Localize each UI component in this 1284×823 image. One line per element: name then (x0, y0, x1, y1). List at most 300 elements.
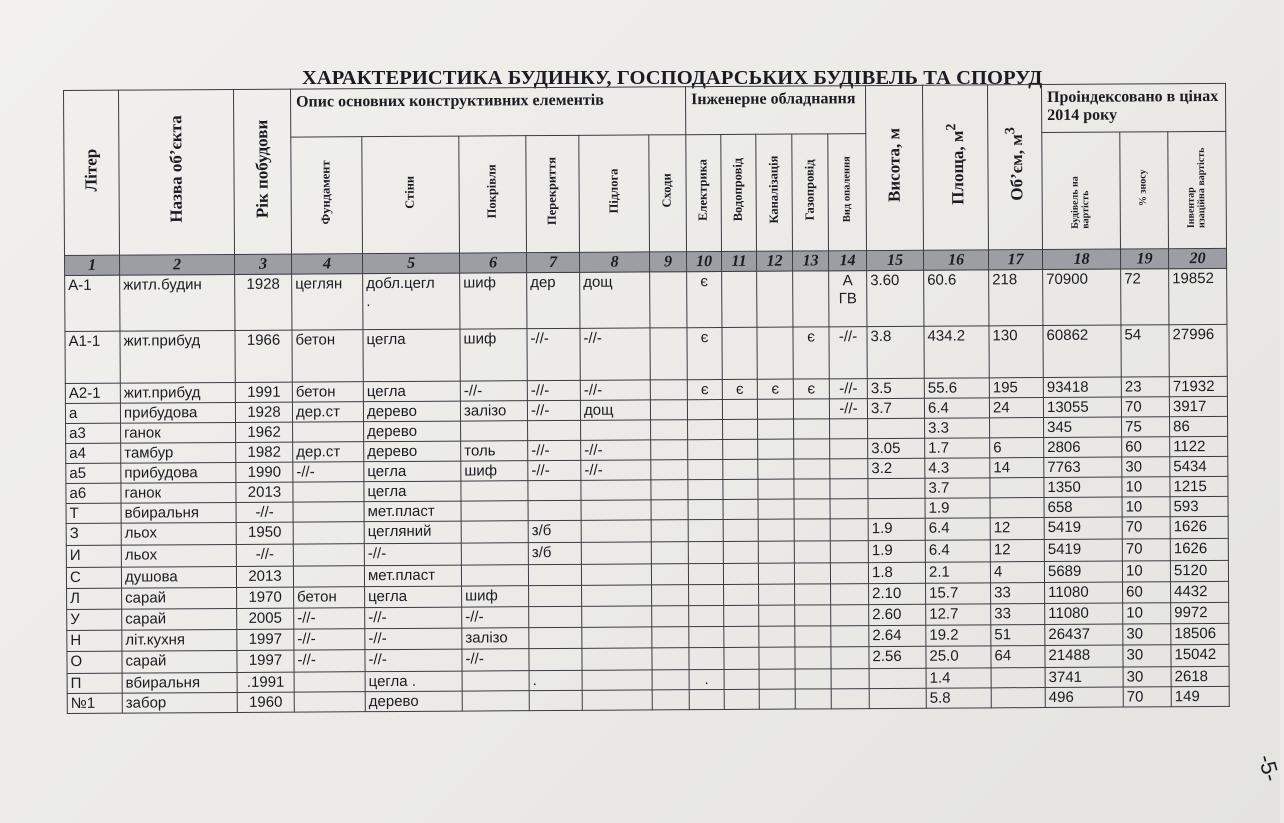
table-cell (793, 399, 829, 419)
table-cell: 30 (1123, 624, 1171, 645)
table-cell: є (687, 379, 722, 399)
table-cell (724, 669, 759, 689)
col-header-sewer: Каналізація (756, 134, 793, 251)
table-cell: а4 (66, 443, 121, 463)
table-cell: 1.4 (926, 668, 991, 688)
table-cell: -//- (462, 649, 529, 671)
table-cell: 3.7 (925, 478, 990, 498)
table-cell: цегла (364, 461, 461, 482)
table-cell (759, 605, 795, 626)
table-cell (794, 459, 830, 479)
table-cell (650, 380, 687, 400)
area-superscript: 2 (942, 123, 960, 132)
table-cell (689, 605, 724, 626)
table-cell: є (687, 271, 722, 327)
table-cell: 5419 (1044, 517, 1122, 539)
table-cell: дер.ст (292, 402, 363, 422)
table-cell: є (687, 327, 722, 379)
table-cell (758, 419, 794, 439)
table-cell (529, 585, 582, 606)
page-number: -5- (1253, 751, 1284, 785)
group-header-indexed: Проіндексовано в цінах 2014 року (1041, 83, 1225, 132)
table-cell (689, 647, 724, 669)
table-cell: 10 (1122, 477, 1170, 497)
table-cell: -//- (365, 649, 462, 672)
table-cell (794, 541, 830, 563)
table-cell: -//- (581, 460, 651, 480)
table-cell: 60862 (1043, 325, 1121, 377)
table-cell: сарай (122, 608, 237, 630)
table-cell: ганок (121, 482, 236, 503)
col-header-height: Висота, м (865, 85, 923, 250)
table-cell: 30 (1122, 457, 1170, 477)
table-cell (652, 585, 689, 606)
table-cell: -//- (364, 543, 461, 566)
table-cell: 14 (990, 458, 1044, 478)
table-cell: мет.пласт (364, 501, 461, 522)
table-cell (651, 564, 688, 585)
table-cell: жит.прибуд (120, 382, 235, 403)
table-cell: 2005 (237, 608, 294, 629)
table-cell: цегляний (364, 521, 461, 544)
table-cell: -//- (462, 607, 529, 628)
column-number: 8 (580, 252, 650, 272)
table-cell: -//- (527, 328, 580, 380)
table-cell: 2.56 (869, 646, 926, 668)
table-cell (581, 564, 651, 585)
table-cell: 12 (990, 518, 1044, 540)
table-cell: А1-1 (65, 331, 120, 383)
table-cell (759, 626, 795, 647)
table-cell: -//- (580, 380, 650, 400)
table-cell: 6.4 (924, 398, 989, 418)
table-cell: літ.кухня (122, 629, 237, 651)
table-cell: дер.ст (293, 442, 364, 462)
table-cell: добл.цегл . (363, 273, 460, 330)
table-cell: є (757, 379, 793, 399)
table-cell (581, 500, 651, 520)
table-cell: 345 (1044, 417, 1122, 437)
table-cell (651, 500, 688, 520)
table-cell: льох (121, 544, 236, 567)
table-cell (461, 481, 528, 501)
table-cell: 9972 (1171, 602, 1229, 623)
table-cell (723, 439, 758, 459)
table-cell (757, 327, 793, 379)
table-cell (869, 688, 926, 708)
table-cell (991, 668, 1045, 688)
group-header-engineering: Інженерне обладнання (685, 86, 865, 135)
table-cell: 6.4 (925, 518, 990, 540)
column-number: 3 (235, 254, 292, 274)
table-cell (794, 563, 830, 584)
table-cell (759, 669, 795, 689)
table-cell (528, 420, 581, 440)
table-cell: З (66, 523, 121, 545)
table-cell: прибудова (121, 462, 236, 483)
table-cell (688, 459, 723, 479)
table-cell: 18506 (1171, 623, 1229, 644)
table-cell (688, 419, 723, 439)
table-cell (581, 520, 651, 542)
table-cell: цегла (363, 329, 460, 382)
table-cell: льох (121, 522, 236, 545)
table-cell (793, 271, 829, 327)
table-cell (991, 688, 1045, 708)
table-cell (830, 479, 868, 499)
table-cell (688, 519, 723, 541)
table-cell: є (722, 379, 757, 399)
table-cell (758, 541, 794, 563)
table-cell: забор (122, 692, 237, 713)
table-cell: 30 (1123, 645, 1171, 667)
table-cell (723, 563, 758, 584)
table-cell (293, 502, 364, 522)
table-cell: 11080 (1045, 582, 1123, 603)
table-cell (794, 439, 830, 459)
table-cell: -//- (236, 502, 293, 522)
table-cell: дощ (580, 400, 650, 420)
table-cell: 70 (1123, 687, 1171, 707)
table-cell: 3.8 (867, 326, 924, 378)
table-cell: 5434 (1170, 456, 1228, 476)
table-cell: 3.5 (867, 378, 924, 398)
table-cell (582, 606, 652, 627)
table-cell: 71932 (1169, 376, 1227, 396)
table-cell: 4 (990, 562, 1044, 583)
table-cell (689, 626, 724, 647)
table-cell (293, 522, 364, 544)
table-cell: 1950 (236, 522, 293, 544)
col-header-volume: Об’єм, $м^3$ (987, 85, 1042, 250)
table-cell (990, 418, 1044, 438)
col-header-wear: % зносу (1120, 132, 1169, 249)
table-cell: 19.2 (926, 625, 991, 646)
table-cell: 86 (1170, 416, 1228, 436)
table-cell (758, 479, 794, 499)
table-cell (294, 692, 365, 712)
col-header-floor: Підлога (579, 135, 650, 252)
table-cell (651, 460, 688, 480)
column-number: 11 (721, 251, 756, 271)
table-cell (869, 668, 926, 688)
table-cell (650, 272, 687, 328)
table-cell: 434.2 (924, 326, 989, 378)
table-cell: О (67, 651, 122, 673)
column-number: 19 (1120, 249, 1168, 269)
table-cell: шиф (460, 329, 527, 381)
table-cell: цегла . (365, 671, 462, 692)
table-cell: 1350 (1044, 477, 1122, 497)
table-cell: жит.прибуд (120, 330, 235, 383)
table-cell: 4432 (1171, 581, 1229, 602)
table-cell (582, 690, 652, 710)
table-cell: 1626 (1170, 538, 1228, 560)
table-cell: 2.1 (925, 562, 990, 583)
table-cell (830, 439, 868, 459)
table-cell: №1 (67, 693, 122, 713)
table-cell: 70 (1122, 517, 1170, 539)
table-cell (722, 327, 757, 379)
table-cell: залізо (460, 401, 527, 421)
column-number: 2 (120, 254, 235, 275)
table-cell: є (793, 379, 829, 399)
column-number: 16 (923, 250, 988, 270)
table-cell (650, 328, 687, 380)
group-header-elements: Опис основних конструктивних елементів (290, 87, 685, 137)
table-cell (795, 647, 831, 669)
table-cell: 12 (990, 540, 1044, 562)
table-cell: И (66, 545, 121, 567)
table-cell: цегла (363, 381, 460, 402)
table-cell: 658 (1044, 497, 1122, 517)
table-cell: 218 (989, 270, 1043, 326)
column-number: 14 (828, 251, 866, 271)
table-cell: 1970 (237, 587, 294, 608)
table-cell (831, 626, 869, 647)
table-cell: -//- (294, 650, 365, 672)
table-cell: шиф (461, 461, 528, 481)
table-cell (868, 418, 925, 438)
table-cell: з/б (528, 520, 581, 542)
table-cell (724, 605, 759, 626)
table-cell (529, 648, 582, 670)
table-cell: 33 (991, 583, 1045, 604)
table-cell (723, 419, 758, 439)
table-cell: дерево (364, 421, 461, 442)
table-cell: душова (121, 566, 236, 588)
table-cell (795, 669, 831, 689)
table-cell (294, 672, 365, 692)
table-cell (758, 439, 794, 459)
table-cell: 1215 (1170, 476, 1228, 496)
table-cell: тамбур (121, 442, 236, 463)
column-number: 1 (65, 255, 120, 275)
table-cell: 3917 (1169, 396, 1227, 416)
col-header-electricity: Електрика (686, 134, 722, 251)
table-cell (651, 520, 688, 542)
table-cell: -//- (580, 328, 650, 380)
table-cell: -//- (581, 440, 651, 460)
table-cell (759, 689, 795, 709)
column-number: 13 (792, 251, 828, 271)
table-cell: -//- (528, 460, 581, 480)
table-cell: С (66, 567, 121, 588)
table-cell: а5 (66, 463, 121, 483)
table-cell (651, 542, 688, 564)
table-cell: 1.9 (868, 540, 925, 562)
table-cell (651, 440, 688, 460)
table-cell: 51 (991, 625, 1045, 646)
table-cell (831, 605, 869, 626)
table-cell: 93418 (1043, 377, 1121, 397)
table-cell (652, 670, 689, 690)
table-cell: А2-1 (65, 383, 120, 403)
table-cell (831, 647, 869, 669)
document-title: ХАРАКТЕРИСТИКА БУДИНКУ, ГОСПОДАРСЬКИХ БУДІВЕЛЬ ТА СПОРУД (302, 67, 1043, 89)
table-cell: 19852 (1169, 268, 1227, 324)
table-cell: У (67, 609, 122, 630)
table-cell: .1991 (237, 672, 294, 692)
table-cell (688, 541, 723, 563)
table-cell (689, 689, 724, 709)
table-cell: 1997 (237, 650, 294, 672)
table-cell: 25.0 (926, 646, 991, 668)
table-cell: 10 (1123, 603, 1171, 624)
table-cell (831, 689, 869, 709)
table-cell: цегла (364, 481, 461, 502)
table-cell: А-1 (65, 275, 120, 331)
table-cell: -//- (293, 462, 364, 482)
table-cell (795, 689, 831, 709)
table-cell: -//- (365, 607, 462, 629)
table-cell: 10 (1122, 561, 1170, 582)
table-cell: сарай (122, 587, 237, 609)
table-cell (689, 584, 724, 605)
table-cell: 195 (989, 378, 1043, 398)
col-header-inventory: Інвентар изаційна вартість (1168, 131, 1227, 248)
table-cell: -//- (365, 628, 462, 650)
table-cell: дощ (580, 272, 650, 328)
table-cell (830, 419, 868, 439)
table-cell: 496 (1045, 687, 1123, 707)
table-cell (831, 669, 869, 689)
table-cell: 2618 (1171, 666, 1229, 686)
table-cell (461, 501, 528, 521)
table-cell (794, 479, 830, 499)
table-cell (462, 671, 529, 691)
table-cell: 1122 (1170, 436, 1228, 456)
table-cell (794, 499, 830, 519)
table-cell: 10 (1122, 497, 1170, 517)
table-cell (652, 606, 689, 627)
table-cell (462, 691, 529, 711)
table-cell (688, 563, 723, 584)
table-cell (757, 271, 793, 327)
table-cell (688, 439, 723, 459)
table-cell: бетон (292, 382, 363, 402)
table-cell: з/б (528, 542, 581, 564)
col-header-heating: Вид опалення (828, 134, 867, 251)
table-cell: 27996 (1169, 324, 1227, 376)
table-cell (724, 689, 759, 709)
col-header-year: Рік побудови (233, 89, 291, 254)
table-cell: 2806 (1044, 437, 1122, 457)
table-cell: П (67, 673, 122, 693)
table-cell: 593 (1170, 496, 1228, 516)
table-cell: 30 (1123, 667, 1171, 687)
table-cell: -//- (460, 381, 527, 401)
table-cell: 1960 (237, 692, 294, 712)
table-cell (830, 459, 868, 479)
table-cell (758, 499, 794, 519)
table-cell (795, 605, 831, 626)
table-cell: 64 (991, 646, 1045, 668)
table-cell: 1.7 (925, 438, 990, 458)
table-cell (461, 521, 528, 543)
table-cell: 1966 (235, 330, 292, 382)
table-cell: прибудова (120, 402, 235, 423)
table-cell: 60 (1123, 582, 1171, 603)
table-cell: мет.пласт (364, 565, 461, 587)
table-cell (831, 584, 869, 605)
table-cell: 72 (1121, 269, 1169, 325)
table-cell: шиф (462, 586, 529, 607)
table-cell (868, 478, 925, 498)
table-cell: . (689, 669, 724, 689)
table-cell: шиф (460, 273, 527, 329)
table-cell: 3.2 (868, 458, 925, 478)
table-cell: 70 (1121, 397, 1169, 417)
table-cell (868, 498, 925, 518)
table-cell (990, 498, 1044, 518)
table-cell (582, 670, 652, 690)
table-cell (652, 648, 689, 670)
table-cell (724, 584, 759, 605)
table-cell: 2.10 (869, 583, 926, 604)
table-cell: 130 (989, 326, 1043, 378)
table-cell: 1928 (235, 274, 292, 330)
table-cell (528, 564, 581, 585)
table-cell: 75 (1122, 417, 1170, 437)
table-cell: вбиральня (122, 672, 237, 693)
table-cell: 1626 (1170, 516, 1228, 538)
table-cell: 5419 (1044, 539, 1122, 561)
table-cell: -//- (829, 399, 867, 419)
table-cell: А ГВ (829, 271, 867, 327)
table-cell (581, 420, 651, 440)
table-cell (758, 519, 794, 541)
table-cell: 26437 (1045, 624, 1123, 645)
table-cell: 2.60 (869, 604, 926, 625)
table-cell: дерево (363, 401, 460, 422)
table-cell (529, 627, 582, 648)
table-cell (722, 399, 757, 419)
table-cell: бетон (292, 330, 363, 382)
table-cell (830, 541, 868, 563)
table-cell: 33 (991, 604, 1045, 625)
column-number: 4 (292, 254, 363, 274)
table-cell (582, 648, 652, 670)
table-cell (651, 420, 688, 440)
table-cell: 6.4 (925, 540, 990, 562)
table-cell: 1962 (236, 422, 293, 442)
table-cell (582, 627, 652, 648)
table-cell: 23 (1121, 377, 1169, 397)
table-cell (461, 565, 528, 586)
table-cell: 1.8 (868, 562, 925, 583)
table-cell: 5.8 (926, 688, 991, 708)
table-cell: Н (67, 630, 122, 651)
col-header-roof: Покрівля (459, 136, 527, 253)
table-cell (723, 499, 758, 519)
table-cell: 15.7 (926, 583, 991, 604)
table-cell (581, 480, 651, 500)
table-cell: ганок (121, 422, 236, 443)
table-cell (794, 419, 830, 439)
column-number: 20 (1168, 248, 1226, 268)
table-cell (528, 500, 581, 520)
column-number: 10 (686, 251, 721, 271)
table-cell: дерево (364, 441, 461, 462)
table-cell: а6 (66, 483, 121, 503)
table-cell: 1997 (237, 629, 294, 650)
table-cell: 1.9 (925, 498, 990, 518)
table-cell: 1991 (235, 382, 292, 402)
table-cell (652, 690, 689, 710)
column-number: 9 (650, 252, 687, 272)
column-number: 17 (988, 250, 1042, 270)
